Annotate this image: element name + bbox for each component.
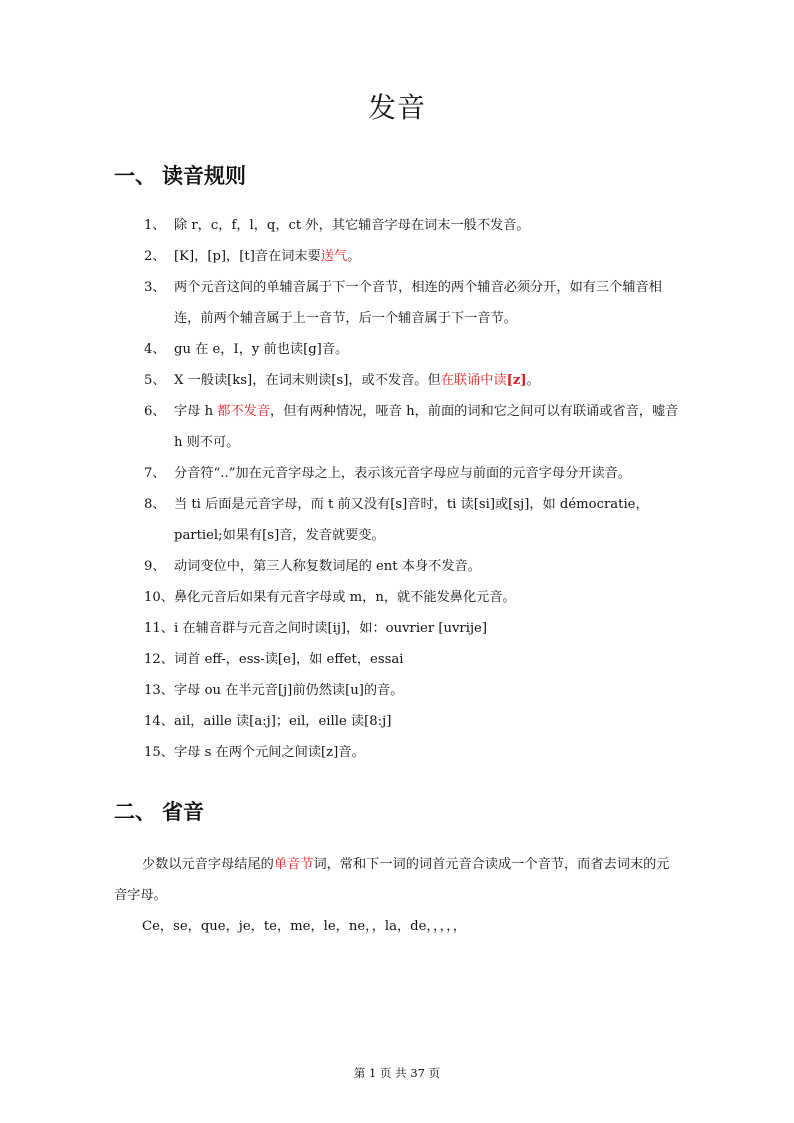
rule-item [0,241,794,272]
rule-number: 14、 [144,714,174,729]
text-segment: X 一般读[ks]，在词末则读[s]，或不发音。但 [174,373,441,388]
page-footer: 第 1 页 共 37 页 [353,1066,441,1080]
text-segment: 除 r，c，f，l，q，ct 外，其它辅音字母在词末一般不发音。 [174,218,530,233]
rule-text [174,582,686,613]
rule-number: 5、 [144,373,166,388]
rule-number: 15、 [144,745,174,760]
rule-text [174,489,686,551]
rule-item [0,675,794,706]
section-heading-reading-rules [114,160,246,190]
rule-number: 12、 [144,652,174,667]
rule-item [0,210,794,241]
text-segment: 两个元音这间的单辅音属于下一个音节，相连的两个辅音必须分开，如有三个辅音相连，前两个辅音属于上一音节，后一个辅音属于下一音节。 [174,280,662,326]
rule-text [174,675,686,706]
section-number: 二、 [114,800,156,824]
text-segment: 字母 ou 在半元音[j]前仍然读[u]的音。 [174,683,404,698]
rule-number: 4、 [144,342,166,357]
rule-text [174,737,686,768]
text-segment: 字母 h [174,404,218,419]
text-segment: 字母 s 在两个元间之间读[z]音。 [174,745,365,760]
section-label: 读音规则 [162,164,246,188]
rule-item [0,551,794,582]
rule-number: 2、 [144,249,166,264]
rule-item [0,458,794,489]
section-heading-elision [114,796,204,826]
section-label: 省音 [162,800,204,824]
text-segment: 词首 eff-，ess-读[e]，如 effet，essai [174,652,404,667]
rule-text [174,334,686,365]
page-title: 发音 [367,91,426,124]
rule-number: 1、 [144,218,166,233]
text-segment: 少数以元音字母结尾的 [142,857,274,872]
elision-paragraph [114,849,682,911]
rule-item [0,737,794,768]
rule-text [174,551,686,582]
text-segment: 动词变位中，第三人称复数词尾的 ent 本身不发音。 [174,559,481,574]
rule-text [174,241,686,272]
text-segment: 分音符“..”加在元音字母之上，表示该元音字母应与前面的元音字母分开读音。 [174,466,632,481]
rule-item [0,489,794,551]
text-segment: 词，常和下一词的词首元音合读成一个音节，而省去词末的元音字母。 [114,857,670,903]
rule-text [174,396,686,458]
section-number: 一、 [114,164,156,188]
rule-item [0,334,794,365]
rule-item [0,582,794,613]
rule-item [0,396,794,458]
rule-text [174,644,686,675]
rule-item [0,644,794,675]
rule-number: 3、 [144,280,166,295]
rules-list [0,210,794,768]
rule-text [174,210,686,241]
text-segment: ，但有两种情况，哑音 h，前面的词和它之间可以有联诵或省音，嘘音 h 则不可。 [174,404,679,450]
highlighted-text: 单音节 [273,857,314,872]
highlighted-text: 送气 [320,249,348,264]
highlighted-text: [z] [506,373,527,388]
elision-examples: Ce，se，que，je，te，me，le，ne，，la，de，，，，， [142,919,466,934]
rule-item [0,706,794,737]
rule-text [174,613,686,644]
rule-text [174,272,686,334]
rule-text [174,365,686,396]
highlighted-text: 都不发音 [217,404,271,419]
rule-item [0,613,794,644]
rule-number: 10、 [144,590,174,605]
text-segment: i 在辅音群与元音之间时读[ij]，如：ouvrier [uvrije] [174,621,487,636]
rule-number: 13、 [144,683,174,698]
text-segment: ail，aille 读[a:j]；eil，eille 读[8:j] [174,714,392,729]
rule-number: 8、 [144,497,166,512]
rule-text [174,458,686,489]
rule-number: 11、 [144,621,174,636]
rule-number: 7、 [144,466,166,481]
rule-number: 9、 [144,559,166,574]
rule-text [174,706,686,737]
text-segment: 当 ti 后面是元音字母，而 t 前又没有[s]音时，ti 读[si]或[sj]，如 démocratie，partiel;如果有[s]音，发音就要变。 [174,497,649,543]
highlighted-text: 在联诵中读 [440,373,507,388]
text-segment: 。 [526,373,540,388]
rule-number: 6、 [144,404,166,419]
rule-item [0,365,794,396]
text-segment: [K]，[p]，[t]音在词末要 [174,249,321,264]
text-segment: 鼻化元音后如果有元音字母或 m，n，就不能发鼻化元音。 [174,590,516,605]
text-segment: 。 [347,249,361,264]
text-segment: gu 在 e，I，y 前也读[g]音。 [174,342,349,357]
rule-item [0,272,794,334]
